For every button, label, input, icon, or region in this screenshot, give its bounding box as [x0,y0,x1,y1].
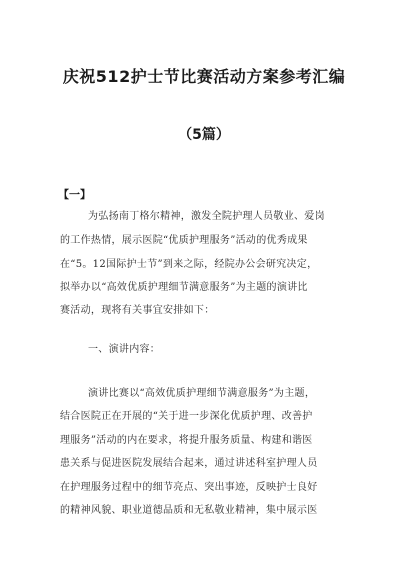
paragraph-line: 拟举办以“高效优质护理细节满意服务”为主题的演讲比 [60,282,308,293]
paragraph-line: 在“5。12国际护士节”到来之际，经院办公会研究决定， [60,259,318,270]
paragraph-line: 赛活动，现将有关事宜安排如下： [60,305,215,316]
paragraph-line: 在护理服务过程中的细节亮点、突出事迹，反映护士良好 [60,482,318,493]
paragraph-line: 结合医院正在开展的“关于进一步深化优质护理、改善护 [60,411,313,422]
section-heading: 一、演讲内容： [88,344,161,355]
paragraph-line: 为弘扬南丁格尔精神，激发全院护理人员敬业、爱岗 [88,211,325,222]
paragraph-line: 理服务”活动的内在要求，将提升服务质量、构建和谐医 [60,435,313,446]
paragraph-line: 演讲比赛以“高效优质护理细节满意服务”为主题， [88,388,316,399]
paragraph-line: 的工作热情，展示医院“优质护理服务”活动的优秀成果 [60,235,308,246]
document-subtitle: （5篇） [178,127,230,143]
paragraph-line: 的精神风貌、职业道德品质和无私敬业精神，集中展示医 [60,505,318,516]
section-label: 【一】 [58,188,91,201]
paragraph-line: 患关系与促进医院发展结合起来，通过讲述科室护理人员 [60,458,318,469]
document-title: 庆祝512护士节比赛活动方案参考汇编 [62,67,346,86]
